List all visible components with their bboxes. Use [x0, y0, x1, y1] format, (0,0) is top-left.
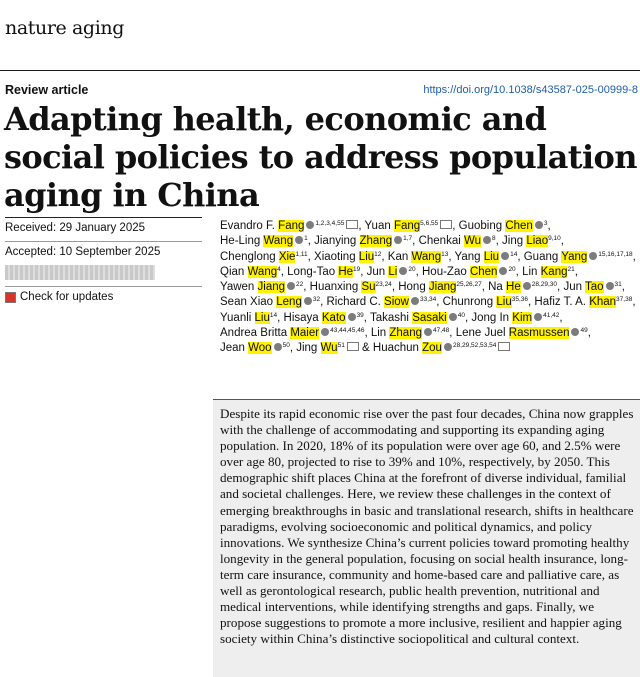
- author-given-name: Chenglong: [220, 250, 279, 263]
- author-family-name: Xie: [278, 250, 296, 263]
- author[interactable]: Lin Zhang $^{47,48}$,: [370, 327, 453, 340]
- author-given-name: Yawen: [220, 281, 258, 294]
- author-given-name: Andrea Britta: [220, 327, 291, 340]
- abstract-text: Despite its rapid economic rise over the past four decades, China now grapples with the challenge of accommodating and supporting its expanding aging population. In 2020, 18% of its population were over age 60, and 2.5% were over age 80, projected to rise to 39% and 10%, respectively, by 2050. This demographic shift places China at the forefront of diverse individual, familial and societal challenges. Here, we review these challenges in the context of emerging breakthroughs in basic and translational research, shifts in healthcare paradigms, evolving socioeconomic and political dynamics, and policy innovations. We synthesize China’s current policies toward promoting healthy longevity in the general population, focusing on social health insurance, long-term care insurance, community and home-based care and palliative care, as well as gerontological research, public health prevention, nutritional and medical interventions, while identifying strengths and gaps. Finally, we propose suggestions to promote a more inclusive, resilient and happier aging society within China’s distinctive sociopolitical and cultural context.: [220, 406, 634, 647]
- orcid-icon[interactable]: [274, 343, 282, 351]
- author-family-name: Jiang: [257, 281, 286, 294]
- author-given-name: Jun: [366, 265, 389, 278]
- check-updates-label: Check for updates: [20, 291, 114, 303]
- author-family-name: Kato: [321, 311, 346, 324]
- affiliation-numbers: 1,2,3,4,55: [315, 220, 345, 227]
- author-given-name: Qian: [220, 265, 248, 278]
- author-family-name: Chen: [469, 265, 498, 278]
- author-family-name: Liu: [254, 311, 270, 324]
- author-given-name: Jun: [563, 281, 585, 294]
- affiliation-numbers: 5,6,55: [420, 220, 439, 227]
- author-family-name: Liao: [526, 235, 549, 248]
- author-given-name: Hong: [398, 281, 429, 294]
- affiliation-numbers: 31: [614, 281, 622, 289]
- author-given-name: Jong In: [471, 311, 513, 324]
- orcid-icon[interactable]: [348, 313, 356, 321]
- author[interactable]: Yawen Jiang $^{22}$,: [220, 281, 307, 294]
- author-family-name: Khan: [589, 296, 617, 309]
- affiliation-numbers: 28,29,30: [531, 281, 558, 289]
- author-family-name: Kim: [512, 311, 533, 324]
- author-family-name: Wang: [411, 250, 442, 263]
- author-given-name: Lin: [370, 327, 390, 340]
- orcid-icon[interactable]: [424, 328, 432, 336]
- author-family-name: Wu: [320, 342, 338, 355]
- author[interactable]: Jong In Kim $^{41,42}$,: [471, 311, 563, 324]
- author-family-name: Wu: [463, 235, 482, 248]
- author-family-name: He: [506, 281, 521, 294]
- author-family-name: He: [338, 265, 354, 278]
- redacted-block: [5, 265, 155, 280]
- orcid-icon[interactable]: [571, 328, 579, 336]
- doi-link[interactable]: https://doi.org/10.1038/s43587-025-00999-8: [423, 84, 638, 96]
- orcid-icon[interactable]: [499, 267, 507, 275]
- author-given-name: Lin: [522, 265, 541, 278]
- check-updates-button[interactable]: [5, 291, 205, 303]
- author[interactable]: Yuan Fang$^{5,6,55}$ ,: [364, 220, 456, 232]
- author[interactable]: Jianying Zhang $^{1,7}$,: [314, 235, 416, 248]
- author-given-name: Hisaya: [283, 311, 322, 324]
- author[interactable]: Guobing Chen $^3$,: [458, 220, 551, 232]
- email-icon[interactable]: [498, 342, 510, 351]
- author[interactable]: He-Ling Wang $^1$,: [220, 235, 311, 248]
- meta-divider: [5, 241, 202, 242]
- affiliation-numbers: 14: [269, 311, 278, 319]
- article-meta: [5, 217, 205, 303]
- author[interactable]: Jean Woo $^{50}$,: [220, 342, 294, 355]
- affiliation-numbers: 51: [337, 342, 345, 350]
- author-given-name: Xiaoting: [314, 250, 359, 263]
- author[interactable]: Na He $^{28,29,30}$,: [488, 281, 561, 294]
- affiliation-numbers: 4: [277, 265, 281, 273]
- journal-name[interactable]: nature aging: [5, 17, 124, 39]
- author-given-name: Huanxing: [309, 281, 362, 294]
- affiliation-numbers: 49: [580, 327, 588, 335]
- affiliation-numbers: 1: [304, 235, 308, 243]
- author[interactable]: Andrea Britta Maier $^{43,44,45,46}$,: [220, 327, 368, 340]
- article-title: Adapting health, economic and social policies to address population aging in China: [4, 100, 637, 214]
- author-given-name: Kan: [387, 250, 412, 263]
- received-date: Received: 29 January 2025: [5, 222, 146, 234]
- affiliation-numbers: 8: [492, 235, 496, 243]
- author[interactable]: Lin Kang$^{21}$,: [522, 265, 578, 278]
- crossmark-icon: [5, 292, 16, 303]
- affiliation-numbers: 13: [441, 250, 449, 258]
- author-given-name: Chunrong: [442, 296, 497, 309]
- orcid-icon[interactable]: [523, 282, 531, 290]
- author-given-name: He-Ling: [220, 235, 264, 248]
- author-family-name: Leng: [276, 296, 302, 309]
- author[interactable]: Jun Tao $^{31}$,: [563, 281, 625, 294]
- author-given-name: Yuanli: [220, 311, 255, 324]
- orcid-icon[interactable]: [321, 328, 329, 336]
- author-given-name: Lene Juel: [455, 327, 509, 340]
- author-given-name: Hou-Zao: [422, 265, 470, 278]
- affiliation-numbers: 20: [408, 265, 416, 273]
- author-family-name: Li: [388, 265, 398, 278]
- author-family-name: Rasmussen: [508, 327, 570, 340]
- author[interactable]: Hong Jiang$^{25,26,27}$,: [398, 281, 485, 294]
- author-family-name: Liu: [358, 250, 375, 263]
- affiliation-numbers: 40: [457, 311, 465, 319]
- orcid-icon[interactable]: [399, 267, 407, 275]
- affiliation-numbers: 50: [282, 342, 290, 350]
- author[interactable]: Takashi Sasaki $^{40}$,: [370, 311, 469, 324]
- author-family-name: Liu: [496, 296, 512, 309]
- orcid-icon[interactable]: [449, 313, 457, 321]
- affiliation-numbers: 22: [296, 281, 304, 289]
- affiliation-numbers: 19: [353, 265, 361, 273]
- author[interactable]: Qian Wang$^4$,: [220, 265, 284, 278]
- author[interactable]: Yuanli Liu$^{14}$,: [220, 311, 281, 324]
- orcid-icon[interactable]: [483, 236, 491, 244]
- email-icon[interactable]: [347, 342, 359, 351]
- author-family-name: Fang: [278, 220, 305, 232]
- affiliation-numbers: 20: [508, 265, 516, 273]
- author[interactable]: Hafiz T. A. Khan$^{37,38}$,: [534, 296, 636, 309]
- affiliation-numbers: 14: [510, 250, 518, 258]
- affiliation-numbers: 37,38: [616, 296, 633, 304]
- affiliation-numbers: 3: [543, 220, 548, 227]
- author-family-name: Sasaki: [412, 311, 447, 324]
- author[interactable]: Evandro F. Fang $^{1,2,3,4,55}$ ,: [220, 220, 362, 232]
- email-icon[interactable]: [440, 220, 452, 229]
- author-family-name: Zhang: [389, 327, 422, 340]
- author[interactable]: [296, 342, 359, 354]
- author[interactable]: Chunrong Liu$^{35,36}$,: [442, 296, 532, 309]
- affiliation-numbers: 23,24: [375, 281, 392, 289]
- author-family-name: Yang: [561, 250, 588, 263]
- author-family-name: Fang: [393, 220, 421, 232]
- author-family-name: Tao: [584, 281, 604, 294]
- author-family-name: Chen: [505, 220, 533, 232]
- author-given-name: Jean: [220, 342, 249, 355]
- affiliation-numbers: 15,16,17,18: [598, 250, 633, 258]
- affiliation-numbers: 21: [567, 265, 575, 273]
- author-conjunction: &: [362, 342, 370, 355]
- orcid-icon[interactable]: [444, 343, 452, 351]
- author-family-name: Maier: [290, 327, 320, 340]
- author-family-name: Woo: [248, 342, 272, 355]
- author[interactable]: Chenkai Wu $^8$,: [418, 235, 499, 248]
- author-given-name: Guang: [523, 250, 562, 263]
- author[interactable]: Chenglong Xie$^{1,11}$,: [220, 250, 311, 263]
- author[interactable]: Yang Liu $^{14}$,: [454, 250, 521, 263]
- affiliation-numbers: 47,48: [433, 327, 450, 335]
- author-family-name: Siow: [384, 296, 409, 309]
- author-given-name: Na: [488, 281, 507, 294]
- author-given-name: Yang: [454, 250, 484, 263]
- author-family-name: Wang: [247, 265, 278, 278]
- author-family-name: Zhang: [359, 235, 393, 248]
- author-family-name: Zou: [422, 342, 442, 355]
- accepted-date: Accepted: 10 September 2025: [5, 246, 161, 258]
- author-given-name: Yuan: [364, 220, 394, 232]
- author-given-name: Jing: [502, 235, 527, 248]
- affiliation-numbers: 33,34: [419, 296, 437, 304]
- author-family-name: Kang: [540, 265, 568, 278]
- author-family-name: Su: [361, 281, 376, 294]
- author[interactable]: Kan Wang$^{13}$,: [387, 250, 452, 263]
- article-type: Review article: [5, 83, 89, 97]
- meta-divider: [5, 286, 202, 287]
- affiliation-numbers: 25,26,27: [456, 281, 482, 289]
- author[interactable]: Hou-Zao Chen $^{20}$,: [422, 265, 519, 278]
- orcid-icon[interactable]: [304, 297, 312, 305]
- meta-divider: [5, 217, 202, 218]
- orcid-icon[interactable]: [589, 252, 597, 260]
- author[interactable]: Sean Xiao Leng $^{32}$,: [220, 296, 324, 309]
- author-given-name: Richard C.: [326, 296, 385, 309]
- author-given-name: Long-Tao: [287, 265, 339, 278]
- author-list: [220, 219, 638, 357]
- orcid-icon[interactable]: [394, 236, 402, 244]
- author[interactable]: Hisaya Kato $^{39}$,: [283, 311, 367, 324]
- header-divider: [0, 70, 640, 71]
- affiliation-numbers: 1,7: [403, 235, 413, 243]
- author[interactable]: Richard C. Siow $^{33,34}$,: [326, 296, 440, 309]
- author-given-name: Jing: [296, 342, 321, 355]
- affiliation-numbers: 35,36: [511, 296, 529, 304]
- author-given-name: Jianying: [314, 235, 360, 248]
- email-icon[interactable]: [346, 220, 358, 229]
- author-given-name: Chenkai: [418, 235, 464, 248]
- affiliation-numbers: 28,29,52,53,54: [452, 342, 497, 350]
- affiliation-numbers: 12: [374, 250, 382, 258]
- author-given-name: Evandro F.: [220, 220, 279, 232]
- author[interactable]: Huanxing Su$^{23,24}$,: [309, 281, 396, 294]
- affiliation-numbers: 32: [312, 296, 321, 304]
- orcid-icon[interactable]: [306, 221, 314, 229]
- author-given-name: Guobing: [458, 220, 506, 232]
- author[interactable]: Jun Li $^{20}$,: [366, 265, 419, 278]
- orcid-icon[interactable]: [295, 236, 303, 244]
- author-family-name: Jiang: [428, 281, 457, 294]
- author-given-name: Huachun: [372, 342, 423, 355]
- author[interactable]: Long-Tao He$^{19}$,: [287, 265, 364, 278]
- author[interactable]: [373, 342, 510, 354]
- affiliation-numbers: 9,10: [548, 235, 561, 243]
- affiliation-numbers: 1,11: [295, 250, 308, 258]
- author[interactable]: Xiaoting Liu$^{12}$,: [314, 250, 385, 263]
- affiliation-numbers: 43,44,45,46: [330, 327, 365, 335]
- author[interactable]: Jing Liao$^{9,10}$,: [502, 235, 564, 248]
- author-given-name: Takashi: [370, 311, 413, 324]
- orcid-icon[interactable]: [501, 252, 509, 260]
- author[interactable]: Guang Yang $^{15,16,17,18}$,: [523, 250, 636, 263]
- abstract-box: [213, 399, 640, 677]
- affiliation-numbers: 41,42: [543, 311, 560, 319]
- author-family-name: Liu: [483, 250, 500, 263]
- affiliation-numbers: 39: [356, 311, 364, 319]
- orcid-icon[interactable]: [606, 282, 614, 290]
- orcid-icon[interactable]: [534, 313, 542, 321]
- orcid-icon[interactable]: [287, 282, 295, 290]
- author-given-name: Sean Xiao: [220, 296, 277, 309]
- author-family-name: Wang: [263, 235, 294, 248]
- author-given-name: Hafiz T. A.: [534, 296, 590, 309]
- orcid-icon[interactable]: [411, 297, 419, 305]
- orcid-icon[interactable]: [535, 221, 543, 229]
- author[interactable]: Lene Juel Rasmussen $^{49}$,: [455, 327, 591, 340]
